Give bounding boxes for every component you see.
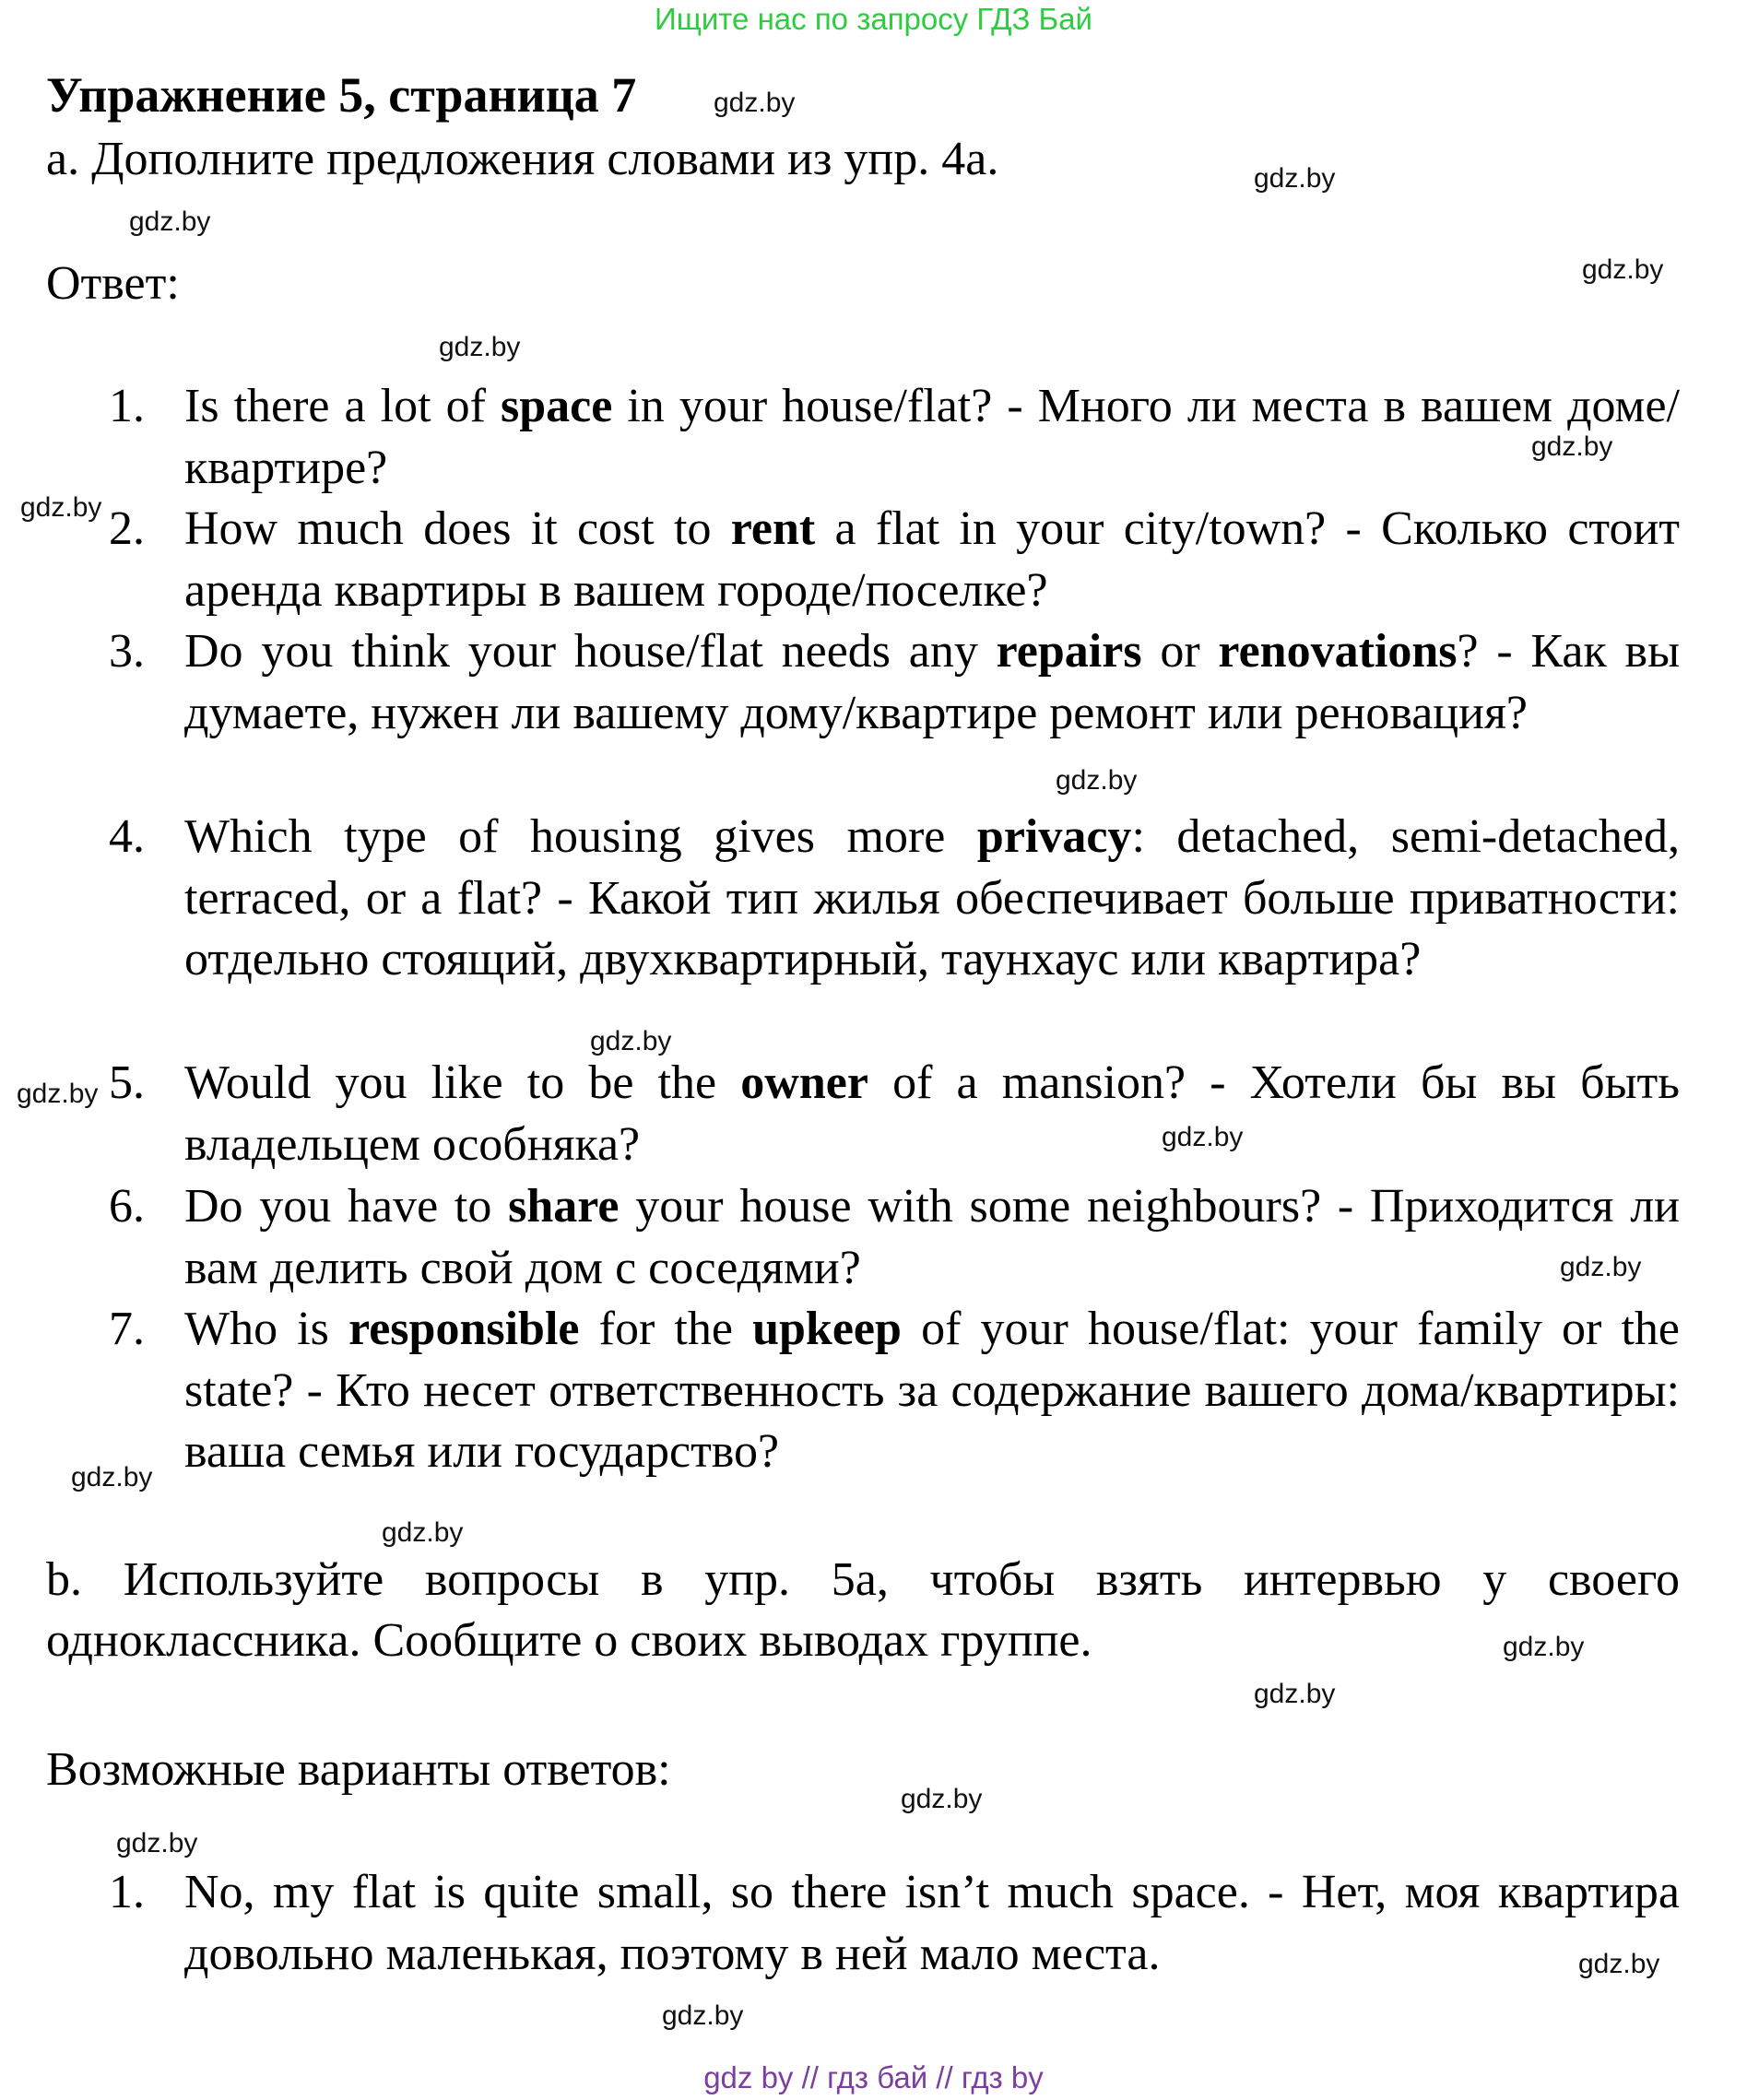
key-word: owner [740, 1056, 868, 1109]
watermark: gdz.by [71, 1462, 153, 1492]
task-a-instruction: a. Дополните предложения словами из упр. 4a. [46, 133, 999, 185]
list-item [109, 807, 1680, 991]
list-item [109, 1053, 1680, 1175]
list-item [109, 376, 1680, 499]
list-item [109, 1299, 1680, 1483]
watermark: gdz.by [382, 1517, 464, 1548]
watermark: gdz.by [1254, 1679, 1336, 1709]
watermark: gdz.by [1162, 1122, 1244, 1152]
item-number: 6. [109, 1180, 145, 1233]
item-number: 4. [109, 810, 145, 863]
item-text: Which type of housing gives more privacy: detached, semi-detached, terraced, or a flat? - Какой тип жилья обеспечивает больше приватности: отдельно стоящий, двухквартирный, таунхаус или квартира? [184, 810, 1680, 985]
watermark: gdz.by [590, 1026, 672, 1056]
watermark: gdz.by [116, 1828, 198, 1858]
watermark: gdz.by [1578, 1949, 1660, 1979]
item-number: 2. [109, 502, 145, 555]
watermark: gdz.by [714, 88, 796, 118]
key-word: rent [730, 502, 816, 555]
list-item [109, 1176, 1680, 1299]
key-word: privacy [976, 810, 1132, 863]
bottom-banner[interactable]: gdz by // гдз бай // гдз by [703, 2060, 1044, 2094]
item-text: Is there a lot of space in your house/flat? - Много ли места в вашем доме/квартире? [184, 380, 1680, 494]
watermark: gdz.by [901, 1784, 983, 1814]
watermark: gdz.by [1056, 765, 1138, 796]
list-item [109, 499, 1680, 621]
item-text: How much does it cost to rent a flat in your city/town? - Сколько стоит аренда квартиры в вашем городе/поселке? [184, 502, 1680, 617]
item-number: 7. [109, 1303, 145, 1355]
watermark: gdz.by [17, 1079, 99, 1109]
key-word: upkeep [752, 1303, 902, 1355]
item-text: Do you think your house/flat needs any repairs or renovations? - Как вы думаете, нужен ли вашему дому/квартире ремонт или реновация? [184, 625, 1681, 739]
item-text: No, my flat is quite small, so there isn’t much space. - Нет, моя квартира довольно маленькая, поэтому в ней мало места. [184, 1866, 1680, 1980]
task-b-instruction: b. Используйте вопросы в упр. 5a, чтобы взять интервью у своего одноклассника. Сообщите о своих выводах группе. [46, 1553, 1680, 1667]
watermark: gdz.by [662, 2000, 744, 2031]
watermark: gdz.by [1582, 254, 1664, 285]
watermark: gdz.by [1531, 431, 1613, 462]
watermark: gdz.by [20, 492, 102, 523]
item-text: Do you have to share your house with some neighbours? - Приходится ли вам делить свой дом с соседями? [184, 1180, 1680, 1294]
answer-label: Ответ: [46, 257, 180, 310]
item-number: 1. [109, 380, 145, 432]
item-number: 5. [109, 1056, 145, 1109]
item-text: Would you like to be the owner of a mansion? - Хотели бы вы быть владельцем особняка? [184, 1056, 1680, 1171]
top-banner[interactable]: Ищите нас по запросу ГДЗ Бай [655, 2, 1092, 36]
page-title: Упражнение 5, страница 7 [46, 67, 637, 123]
item-number: 1. [109, 1866, 145, 1918]
item-number: 3. [109, 625, 145, 678]
watermark: gdz.by [439, 332, 521, 362]
watermark: gdz.by [1560, 1252, 1642, 1282]
possible-answers-label: Возможные варианты ответов: [46, 1743, 671, 1796]
key-word: repairs [996, 625, 1142, 678]
item-text: Who is responsible for the upkeep of your house/flat: your family or the state? - Кто несет ответственность за содержание вашего дома/квартиры: ваша семья или государство? [184, 1303, 1680, 1478]
key-word: share [508, 1180, 620, 1233]
key-word: space [500, 380, 613, 432]
list-item [109, 1862, 1680, 1985]
list-item [109, 621, 1680, 744]
watermark: gdz.by [129, 206, 211, 237]
watermark: gdz.by [1503, 1632, 1585, 1662]
watermark: gdz.by [1254, 163, 1336, 194]
key-word: renovations [1218, 625, 1458, 678]
key-word: responsible [348, 1303, 580, 1355]
